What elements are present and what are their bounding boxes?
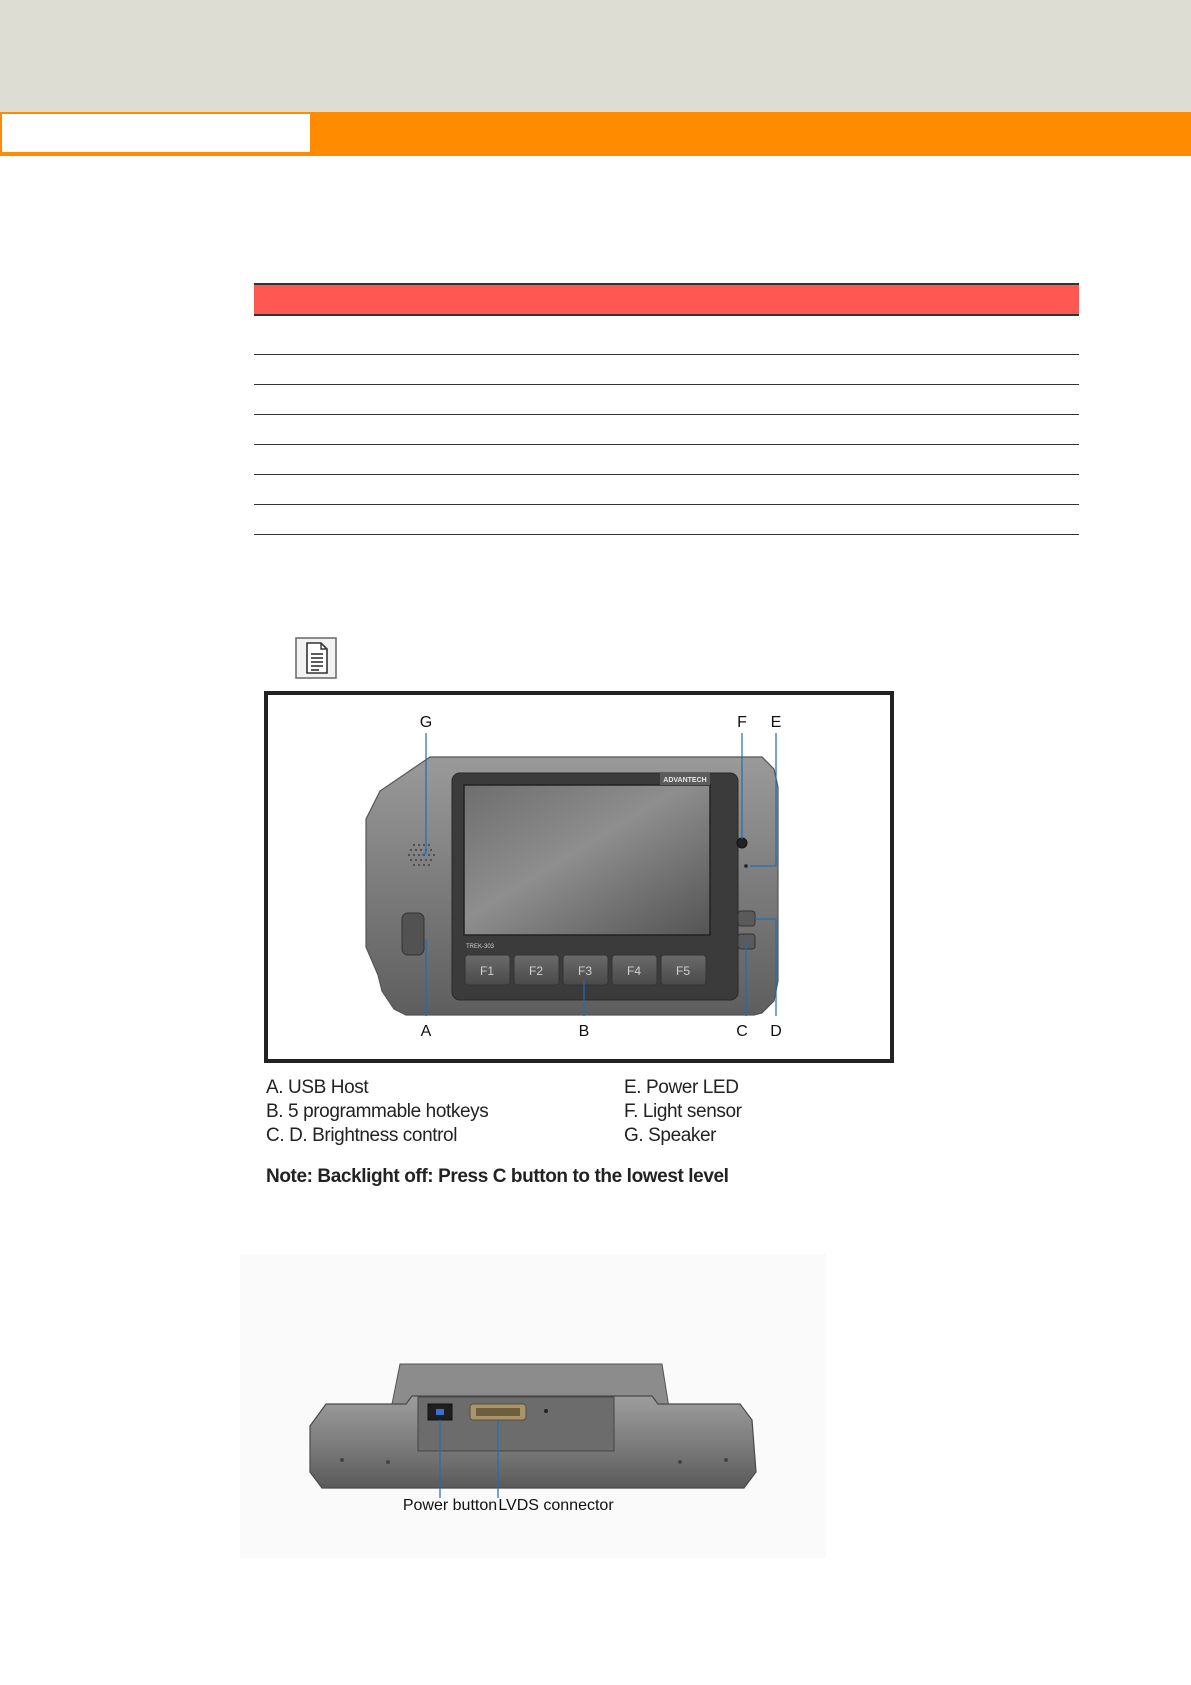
hotkey-f5 — [661, 955, 706, 985]
svg-text:F5: F5 — [675, 964, 691, 978]
brand-logo: ADVANTECH — [663, 777, 707, 784]
hotkey-f4 — [612, 955, 657, 985]
lvds-connector-label: LVDS connector — [498, 1497, 614, 1514]
chapter-tab — [2, 114, 310, 152]
callout-d: D — [770, 1023, 782, 1040]
hotkey-f1 — [465, 955, 510, 985]
spec-table-header — [254, 283, 1079, 316]
legend-item: B. 5 programmable hotkeys — [266, 1101, 489, 1122]
power-button-label: Power button — [402, 1497, 498, 1514]
front-view-legend-right — [624, 1076, 742, 1148]
usb-host-port — [402, 913, 424, 955]
table-row — [254, 355, 1079, 385]
table-row — [254, 415, 1079, 445]
table-row — [254, 475, 1079, 505]
front-view-legend-left — [266, 1076, 488, 1148]
legend-item: C. D. Brightness control — [266, 1125, 458, 1146]
table-row — [254, 316, 1079, 355]
hotkey-f2 — [514, 955, 559, 985]
model-label: TREK-303 — [466, 944, 495, 950]
brightness-up-button — [738, 911, 755, 926]
callout-e: E — [770, 714, 782, 731]
page-header-band — [0, 0, 1191, 112]
svg-text:F2: F2 — [528, 964, 544, 978]
hotkey-f3 — [563, 955, 608, 985]
light-sensor — [737, 838, 747, 848]
callout-g: G — [419, 714, 433, 731]
callout-b: B — [578, 1023, 590, 1040]
table-row — [254, 505, 1079, 535]
svg-text:F4: F4 — [626, 964, 642, 978]
table-row — [254, 445, 1079, 475]
document-note-icon — [295, 637, 337, 679]
legend-item: A. USB Host — [266, 1077, 369, 1098]
legend-item: E. Power LED — [624, 1077, 739, 1098]
rear-view-figure — [240, 1254, 826, 1558]
power-led — [744, 864, 748, 868]
table-row — [254, 385, 1079, 415]
svg-text:F1: F1 — [479, 964, 495, 978]
callout-a: A — [420, 1023, 432, 1040]
spec-table — [254, 283, 1079, 535]
svg-text:F3: F3 — [577, 964, 593, 978]
backlight-note: Note: Backlight off: Press C button to the lowest level — [266, 1166, 729, 1187]
hotkey-row — [465, 955, 706, 985]
front-view-figure — [264, 691, 894, 1063]
legend-item: F. Light sensor — [624, 1101, 742, 1122]
callout-c: C — [736, 1023, 748, 1040]
callout-f: F — [737, 714, 747, 731]
legend-item: G. Speaker — [624, 1125, 717, 1146]
